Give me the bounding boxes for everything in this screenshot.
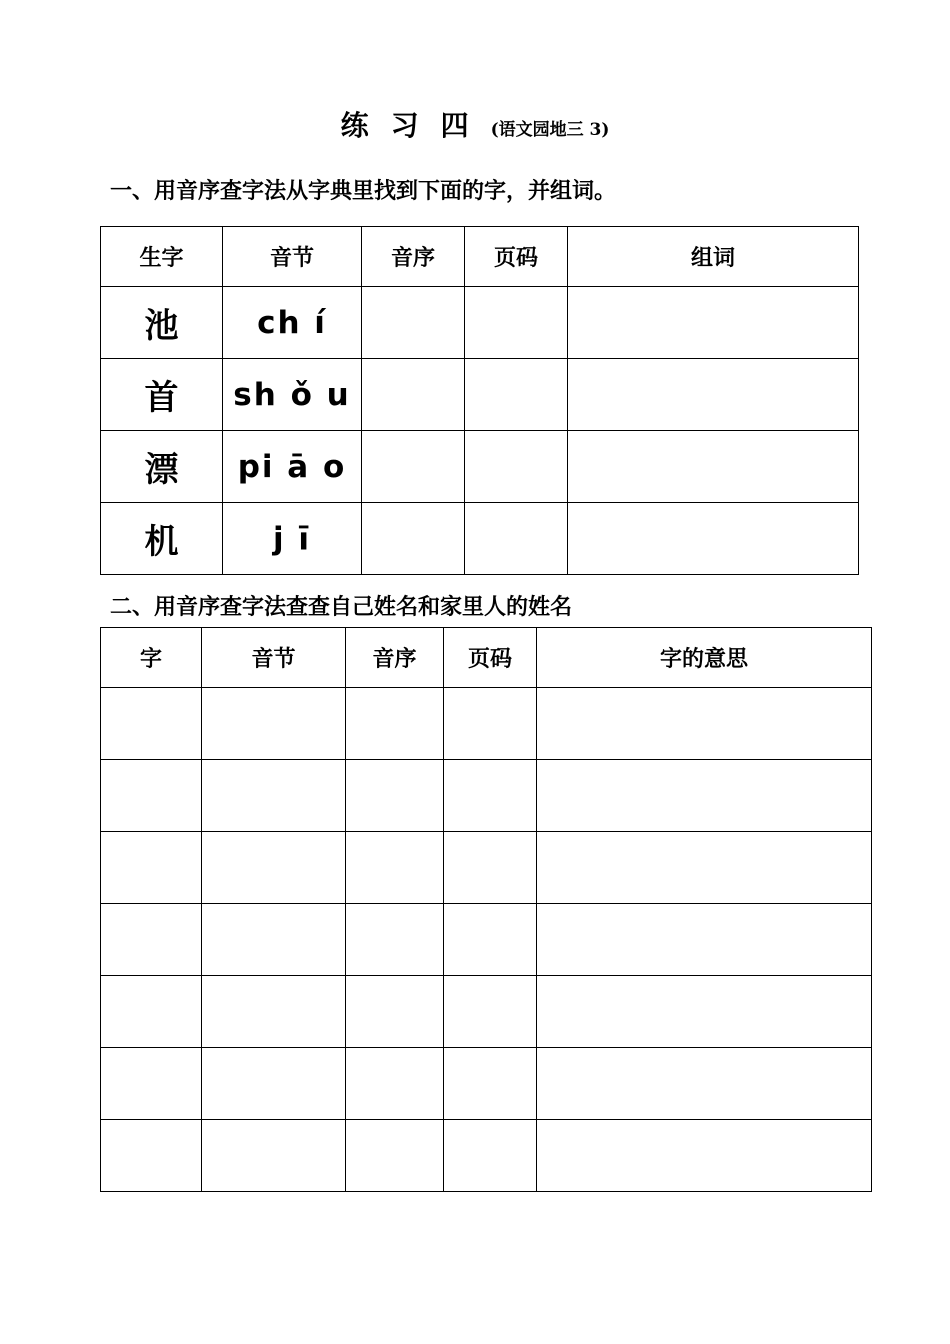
- table-row: [101, 688, 872, 760]
- table-row: [101, 904, 872, 976]
- blank-answer-cell[interactable]: [444, 832, 537, 904]
- table-header-row: [101, 628, 872, 688]
- blank-answer-cell[interactable]: [346, 1048, 444, 1120]
- blank-answer-cell[interactable]: [362, 359, 465, 431]
- blank-answer-cell[interactable]: [444, 1048, 537, 1120]
- worksheet-title: [0, 104, 950, 144]
- blank-answer-cell[interactable]: [465, 431, 568, 503]
- blank-answer-cell[interactable]: [444, 904, 537, 976]
- pinyin-cell: j ī: [223, 503, 362, 575]
- section2-table: [100, 627, 872, 1192]
- blank-answer-cell[interactable]: [202, 904, 346, 976]
- blank-answer-cell[interactable]: [202, 760, 346, 832]
- blank-answer-cell[interactable]: [101, 760, 202, 832]
- column-header: 字的意思: [537, 628, 872, 688]
- blank-answer-cell[interactable]: [444, 976, 537, 1048]
- blank-answer-cell[interactable]: [537, 1048, 872, 1120]
- table-row: [101, 503, 859, 575]
- blank-answer-cell[interactable]: [346, 688, 444, 760]
- character-cell: 首: [101, 359, 223, 431]
- table-header-row: [101, 227, 859, 287]
- character-cell: 漂: [101, 431, 223, 503]
- blank-answer-cell[interactable]: [362, 503, 465, 575]
- column-header: 组词: [568, 227, 859, 287]
- blank-answer-cell[interactable]: [568, 359, 859, 431]
- blank-answer-cell[interactable]: [202, 832, 346, 904]
- blank-answer-cell[interactable]: [101, 688, 202, 760]
- table-row: [101, 431, 859, 503]
- pinyin-cell: sh ǒ u: [223, 359, 362, 431]
- table-row: [101, 976, 872, 1048]
- blank-answer-cell[interactable]: [346, 832, 444, 904]
- title-sub: (语文园地三 3): [490, 120, 610, 140]
- blank-answer-cell[interactable]: [537, 760, 872, 832]
- blank-answer-cell[interactable]: [202, 1120, 346, 1192]
- blank-answer-cell[interactable]: [202, 688, 346, 760]
- blank-answer-cell[interactable]: [444, 688, 537, 760]
- blank-answer-cell[interactable]: [362, 431, 465, 503]
- table-row: [101, 1048, 872, 1120]
- section2-heading: 二、用音序查字法查查自己姓名和家里人的姓名: [110, 594, 573, 620]
- column-header: 音节: [223, 227, 362, 287]
- section2-table-body: [101, 688, 872, 1192]
- blank-answer-cell[interactable]: [346, 760, 444, 832]
- table-row: [101, 760, 872, 832]
- blank-answer-cell[interactable]: [465, 287, 568, 359]
- column-header: 音节: [202, 628, 346, 688]
- blank-answer-cell[interactable]: [101, 904, 202, 976]
- blank-answer-cell[interactable]: [537, 976, 872, 1048]
- column-header: 音序: [346, 628, 444, 688]
- character-cell: 池: [101, 287, 223, 359]
- section1-table: [100, 226, 859, 575]
- table-row: [101, 287, 859, 359]
- blank-answer-cell[interactable]: [101, 976, 202, 1048]
- blank-answer-cell[interactable]: [568, 431, 859, 503]
- column-header: 页码: [465, 227, 568, 287]
- blank-answer-cell[interactable]: [101, 1048, 202, 1120]
- section1-heading: 一、用音序查字法从字典里找到下面的字，并组词。: [110, 178, 617, 204]
- blank-answer-cell[interactable]: [537, 1120, 872, 1192]
- pinyin-cell: ch í: [223, 287, 362, 359]
- character-cell: 机: [101, 503, 223, 575]
- blank-answer-cell[interactable]: [537, 832, 872, 904]
- column-header: 生字: [101, 227, 223, 287]
- blank-answer-cell[interactable]: [202, 1048, 346, 1120]
- blank-answer-cell[interactable]: [568, 503, 859, 575]
- blank-answer-cell[interactable]: [101, 1120, 202, 1192]
- blank-answer-cell[interactable]: [444, 1120, 537, 1192]
- blank-answer-cell[interactable]: [346, 904, 444, 976]
- blank-answer-cell[interactable]: [346, 976, 444, 1048]
- blank-answer-cell[interactable]: [568, 287, 859, 359]
- title-main: 练习四: [340, 109, 491, 142]
- blank-answer-cell[interactable]: [202, 976, 346, 1048]
- blank-answer-cell[interactable]: [465, 359, 568, 431]
- blank-answer-cell[interactable]: [537, 688, 872, 760]
- column-header: 音序: [362, 227, 465, 287]
- column-header: 字: [101, 628, 202, 688]
- table-row: [101, 1120, 872, 1192]
- blank-answer-cell[interactable]: [444, 760, 537, 832]
- pinyin-cell: pi ā o: [223, 431, 362, 503]
- blank-answer-cell[interactable]: [101, 832, 202, 904]
- blank-answer-cell[interactable]: [346, 1120, 444, 1192]
- blank-answer-cell[interactable]: [537, 904, 872, 976]
- column-header: 页码: [444, 628, 537, 688]
- blank-answer-cell[interactable]: [465, 503, 568, 575]
- table-row: [101, 359, 859, 431]
- table-row: [101, 832, 872, 904]
- blank-answer-cell[interactable]: [362, 287, 465, 359]
